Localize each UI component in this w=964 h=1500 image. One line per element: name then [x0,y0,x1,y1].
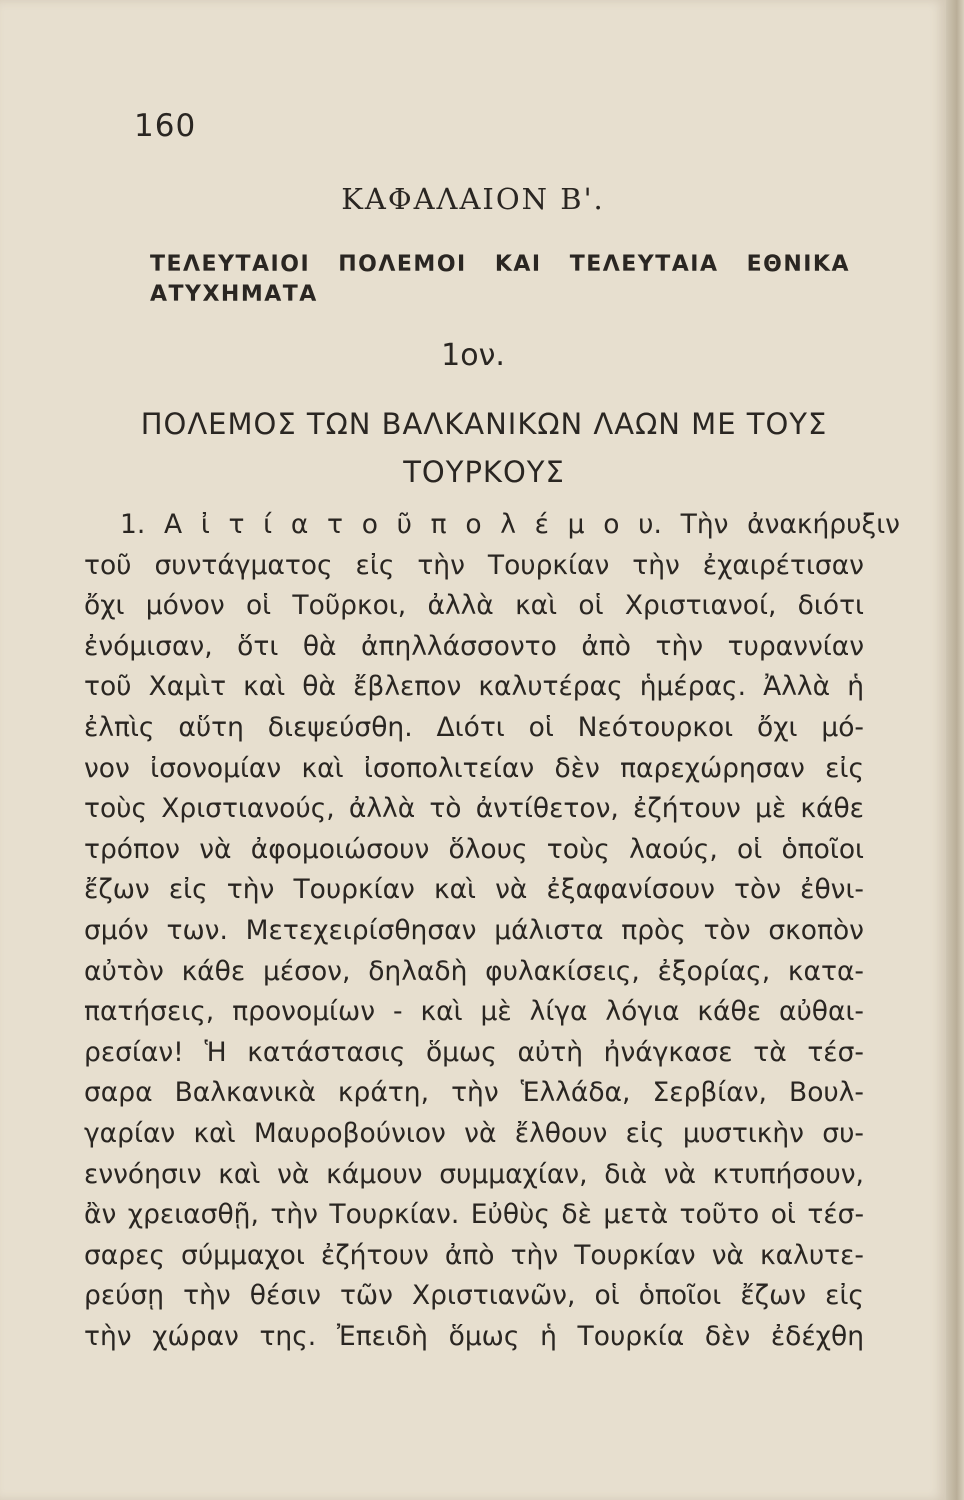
text-line: γαρίαν καὶ Μαυροβούνιον νὰ ἔλθουν εἰς μυστικὴν συ- [84,1117,864,1149]
body-text [84,505,900,1357]
text-line: νον ἰσονομίαν καὶ ἰσοπολιτείαν δὲν παρεχώρησαν εἰς [84,752,864,784]
text-line: σμόν των. Μετεχειρίσθησαν μάλιστα πρὸς τὸν σκοπὸν [84,914,864,946]
section-number: 1ον. [441,338,505,373]
section-title [84,400,884,496]
text-line: τοῦ συντάγματος εἰς τὴν Τουρκίαν τὴν ἐχαιρέτισαν [84,549,864,581]
page-number: 160 [134,108,197,144]
section-title-line: ΤΟΥΡΚΟΥΣ [403,455,565,489]
part-title-line: ΑΤΥΧΗΜΑΤΑ [150,282,318,307]
text-line: εννόησιν καὶ νὰ κάμουν συμμαχίαν, διὰ νὰ κτυπήσουν, [84,1158,864,1190]
text-line: σαρα Βαλκανικὰ κράτη, τὴν Ἑλλάδα, Σερβίαν, Βουλ- [84,1077,864,1109]
text-line: ἔζων εἰς τὴν Τουρκίαν καὶ νὰ ἐξαφανίσουν τὸν ἐθνι- [84,874,864,906]
section-title-line: ΠΟΛΕΜΟΣ ΤΩΝ ΒΑΛΚΑΝΙΚΩΝ ΛΑΩΝ ΜΕ ΤΟΥΣ [140,407,828,441]
page-edge [946,0,964,1500]
text-line: τρόπον νὰ ἀφομοιώσουν ὅλους τοὺς λαούς, οἱ ὁποῖοι [84,833,864,865]
text-line: ρεύσῃ τὴν θέσιν τῶν Χριστιανῶν, οἱ ὁποῖοι ἔζων εἰς [84,1280,864,1312]
text-line: ἐλπὶς αὕτη διεψεύσθη. Διότι οἱ Νεότουρκοι ὄχι μό- [84,711,864,743]
text-line: ὄχι μόνον οἱ Τοῦρκοι, ἀλλὰ καὶ οἱ Χριστιανοί, διότι [84,590,864,622]
text-line: τὴν χώραν της. Ἐπειδὴ ὅμως ἡ Τουρκία δὲν ἐδέχθη [84,1320,864,1352]
text-line: ἂν χρειασθῇ, τὴν Τουρκίαν. Εὐθὺς δὲ μετὰ τοῦτο οἱ τέσ- [84,1199,864,1231]
part-title [150,250,850,310]
chapter-heading: ΚΑΦΑΛΑΙΟΝ Β'. [341,182,605,216]
text-line: πατήσεις, προνομίων - καὶ μὲ λίγα λόγια κάθε αὐθαι- [84,996,864,1028]
part-title-line: ΤΕΛΕΥΤΑΙΟΙ ΠΟΛΕΜΟΙ ΚΑΙ ΤΕΛΕΥΤΑΙΑ ΕΘΝΙΚΑ [150,252,850,277]
text-line: τοῦ Χαμὶτ καὶ θὰ ἔβλεπον καλυτέρας ἡμέρας. Ἀλλὰ ἡ [84,671,864,703]
text-line: τοὺς Χριστιανούς, ἀλλὰ τὸ ἀντίθετον, ἐζήτουν μὲ κάθε [84,793,864,825]
text-line: αὐτὸν κάθε μέσον, δηλαδὴ φυλακίσεις, ἐξορίας, κατα- [84,955,864,987]
text-line: σαρες σύμμαχοι ἐζήτουν ἀπὸ τὴν Τουρκίαν νὰ καλυτε- [84,1239,864,1271]
text-line: ρεσίαν! Ἡ κατάστασις ὅμως αὐτὴ ἠνάγκασε τὰ τέσ- [84,1036,864,1068]
text-line: 1. Α ἰ τ ί α τ ο ῦ π ο λ έ μ ο υ. Τὴν ἀνακήρυξιν [120,509,900,540]
text-line: ἐνόμισαν, ὅτι θὰ ἀπηλλάσσοντο ἀπὸ τὴν τυραννίαν [84,630,864,662]
